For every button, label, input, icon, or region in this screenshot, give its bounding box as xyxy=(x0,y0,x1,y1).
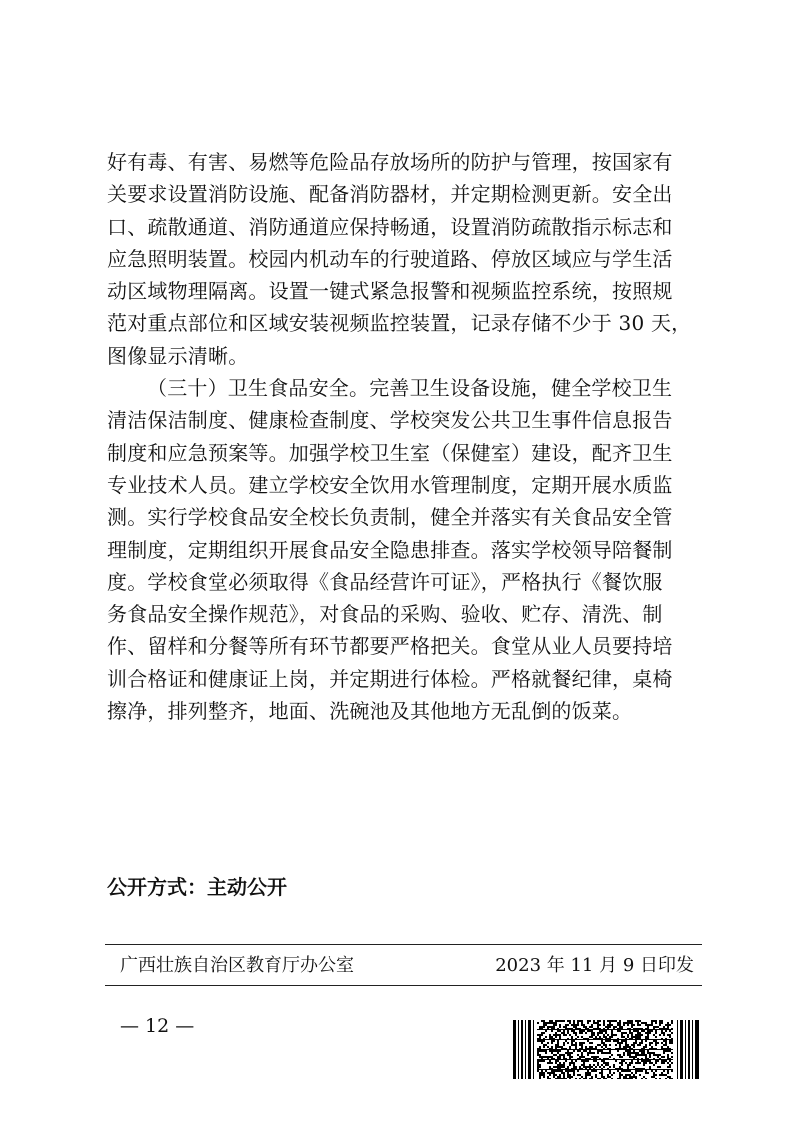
paragraph-2 xyxy=(107,372,707,727)
text-line: 测。实行学校食品安全校长负责制，健全并落实有关食品安全管 xyxy=(107,505,673,530)
text-line: 理制度，定期组织开展食品安全隐患排查。落实学校领导陪餐制 xyxy=(107,537,673,562)
page-number: — 12 — xyxy=(120,1015,195,1037)
text-line: 擦净，排列整齐，地面、洗碗池及其他地方无乱倒的饭菜。 xyxy=(107,699,633,724)
footer-rule-top xyxy=(105,944,702,945)
text-line: 图像显示清晰。 xyxy=(107,343,249,368)
text-line: 专业技术人员。建立学校安全饮用水管理制度，定期开展水质监 xyxy=(107,472,673,497)
disclosure-method: 公开方式：主动公开 xyxy=(107,875,287,899)
body-text xyxy=(107,146,707,727)
text-line: 务食品安全操作规范》，对食品的采购、验收、贮存、清洗、制 xyxy=(107,602,663,627)
issue-date: 2023 年 11 月 9 日印发 xyxy=(495,955,694,976)
footer-rule-bottom xyxy=(105,985,702,986)
text-line: 好有毒、有害、易燃等危险品存放场所的防护与管理，按国家有 xyxy=(107,150,673,174)
text-line: 口、疏散通道、消防通道应保持畅通，设置消防疏散指示标志和 xyxy=(107,214,673,239)
text-line: 关要求设置消防设施、配备消防器材，并定期检测更新。安全出 xyxy=(107,182,673,207)
text-line: 作、留样和分餐等所有环节都要严格把关。食堂从业人员要持培 xyxy=(107,634,673,659)
issuer-office: 广西壮族自治区教育厅办公室 xyxy=(120,955,354,976)
text-line: 训合格证和健康证上岗，并定期进行体检。严格就餐纪律，桌椅 xyxy=(107,666,673,691)
text-line: 度。学校食堂必须取得《食品经营许可证》，严格执行《餐饮服 xyxy=(107,569,663,594)
barcode-2d-icon xyxy=(513,1020,699,1079)
text-line: 清洁保洁制度、健康检查制度、学校突发公共卫生事件信息报告 xyxy=(107,408,673,433)
text-line: （三十）卫生食品安全。完善卫生设备设施，健全学校卫生 xyxy=(147,376,673,401)
text-line: 范对重点部位和区域安装视频监控装置，记录存储不少于 30 天， xyxy=(107,311,692,336)
paragraph-1 xyxy=(107,146,707,372)
text-line: 应急照明装置。校园内机动车的行驶道路、停放区域应与学生活 xyxy=(107,246,673,271)
text-line: 制度和应急预案等。加强学校卫生室（保健室）建设，配齐卫生 xyxy=(107,440,673,465)
text-line: 动区域物理隔离。设置一键式紧急报警和视频监控系统，按照规 xyxy=(107,279,673,304)
